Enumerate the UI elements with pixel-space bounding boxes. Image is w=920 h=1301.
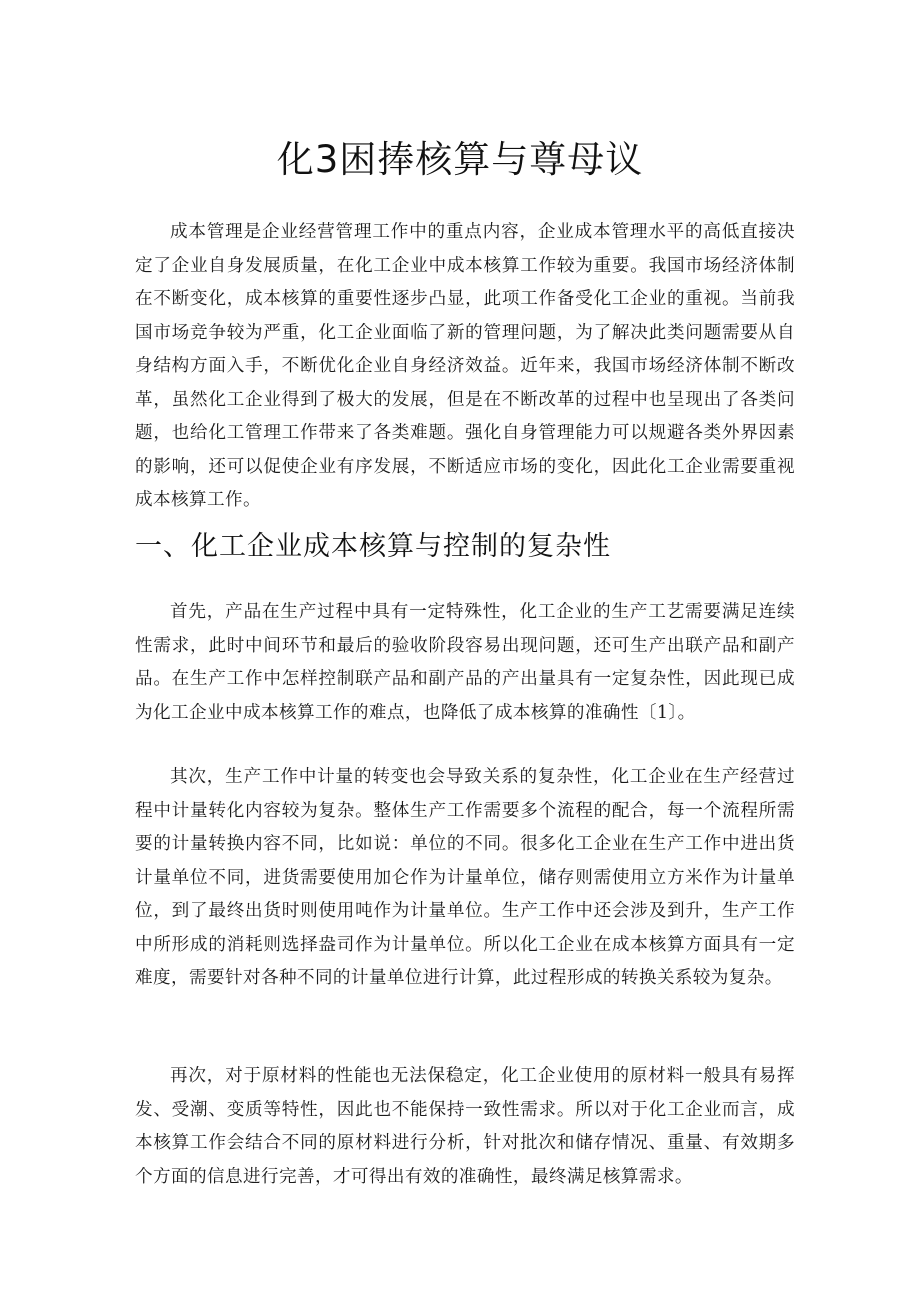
body-paragraph-second: 其次，生产工作中计量的转变也会导致关系的复杂性，化工企业在生产经营过程中计量转化内容较为复杂。整体生产工作需要多个流程的配合，每一个流程所需要的计量转换内容不同，比如说：单位的不同。很多化工企业在生产工作中进出货计量单位不同，进货需要使用加仑作为计量单位，储存则需使用立方米作为计量单位，到了最终出货时则使用吨作为计量单位。生产工作中还会涉及到升，生产工作中所形成的消耗则选择盎司作为计量单位。所以化工企业在成本核算方面具有一定难度，需要针对各种不同的计量单位进行计算，此过程形成的转换关系较为复杂。	[135, 767, 795, 988]
body-paragraph-third: 再次，对于原材料的性能也无法保稳定，化工企业使用的原材料一般具有易挥发、受潮、变质等特性，因此也不能保持一致性需求。所以对于化工企业而言，成本核算工作会结合不同的原材料进行分析，针对批次和储存情况、重量、有效期多个方面的信息进行完善，才可得出有效的准确性，最终满足核算需求。	[135, 1066, 795, 1187]
body-paragraph-first: 首先，产品在生产过程中具有一定特殊性，化工企业的生产工艺需要满足连续性需求，此时中间环节和最后的验收阶段容易出现问题，还可生产出联产品和副产品。在生产工作中怎样控制联产品和副产品的产出量具有一定复杂性，因此现已成为化工企业中成本核算工作的难点，也降低了成本核算的准确性〔1〕。	[135, 602, 795, 723]
section-heading: 一、化工企业成本核算与控制的复杂性	[135, 531, 611, 562]
intro-paragraph: 成本管理是企业经营管理工作中的重点内容，企业成本管理水平的高低直接决定了企业自身发展质量，在化工企业中成本核算工作较为重要。我国市场经济体制在不断变化，成本核算的重要性逐步凸显，此项工作备受化工企业的重视。当前我国市场竞争较为严重，化工企业面临了新的管理问题，为了解决此类问题需要从自身结构方面入手，不断优化企业自身经济效益。近年来，我国市场经济体制不断改革，虽然化工企业得到了极大的发展，但是在不断改革的过程中也呈现出了各类问题，也给化工管理工作带来了各类难题。强化自身管理能力可以规避各类外界因素的影响，还可以促使企业有序发展，不断适应市场的变化，因此化工企业需要重视成本核算工作。	[135, 222, 795, 510]
document-title: 化3困捧核算与尊母议	[276, 138, 644, 181]
